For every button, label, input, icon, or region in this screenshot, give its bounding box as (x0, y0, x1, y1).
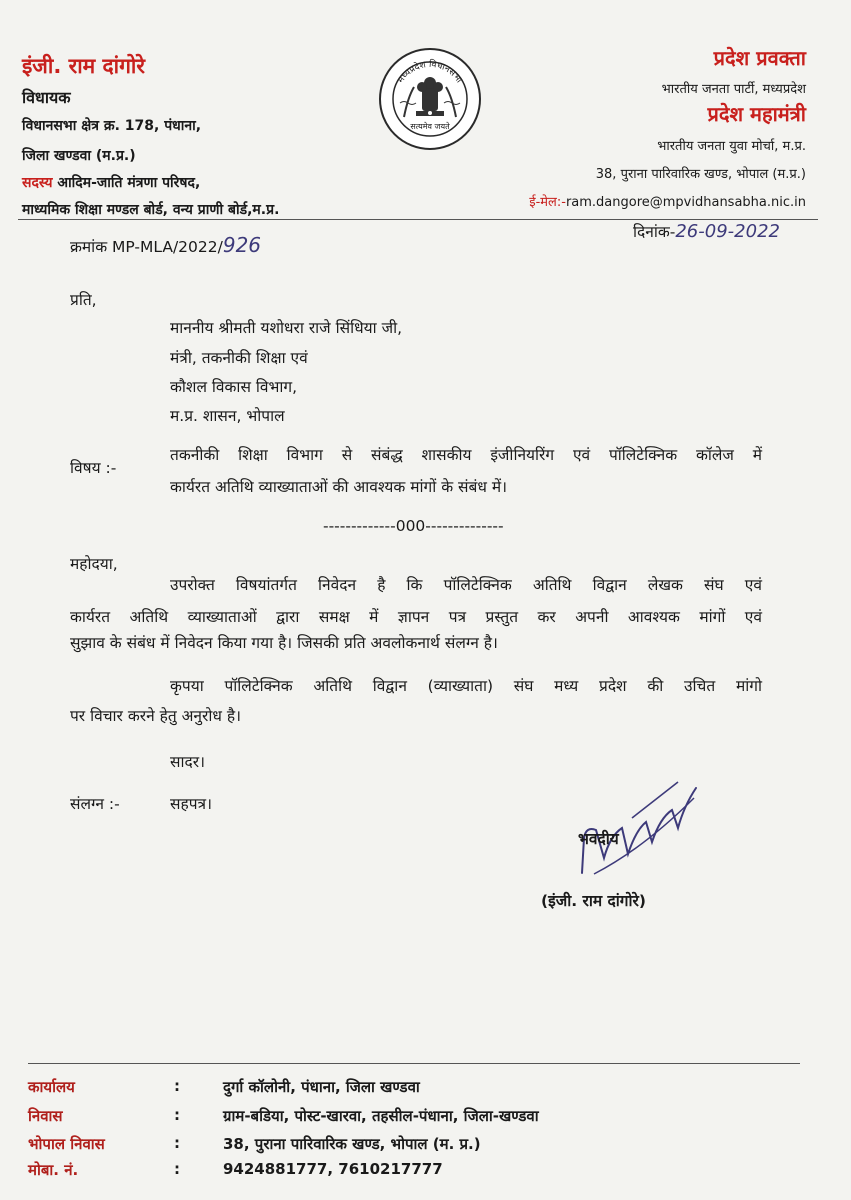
constituency: विधानसभा क्षेत्र क्र. 178, पंधाना, (22, 118, 202, 134)
footer-colon: : (174, 1106, 180, 1124)
to-label: प्रति, (70, 291, 97, 309)
footer-label-bhopal-residence: भोपाल निवास (28, 1135, 105, 1153)
svg-text:सत्यमेव जयते: सत्यमेव जयते (410, 122, 450, 131)
member-rest: आदिम-जाति मंत्रणा परिषद, (52, 175, 201, 191)
footer-label-residence: निवास (28, 1107, 63, 1125)
footer-label-office: कार्यालय (28, 1078, 75, 1096)
footer-colon: : (174, 1077, 180, 1095)
enclosure-label: संलग्न :- (70, 795, 120, 813)
subject-line-1: तकनीकी शिक्षा विभाग से संबंद्ध शासकीय इंजीनियरिंग एवं पॉलिटेक्निक कॉलेज में (170, 446, 762, 464)
email-line (529, 192, 806, 210)
closing: सादर। (170, 753, 205, 771)
member-line (22, 173, 200, 192)
vidhan-sabha-seal (378, 47, 482, 151)
paragraph-2-line-1: कृपया पॉलिटेक्निक अतिथि विद्वान (व्याख्याता) संघ मध्य प्रदेश की उचित मांगो (170, 677, 762, 695)
subject-label: विषय :- (70, 459, 117, 477)
subject-line-2: कार्यरत अतिथि व्याख्याताओं की आवश्यक मांगों के संबंध में। (170, 478, 507, 496)
separator-line: -------------000-------------- (323, 517, 504, 535)
footer-value-mobile[interactable]: 9424881777, 7610217777 (223, 1160, 443, 1178)
reference-handwritten: 926 (222, 233, 262, 257)
reference-prefix: क्रमांक MP-MLA/2022/ (70, 238, 223, 256)
footer-divider (28, 1063, 800, 1064)
footer-colon: : (174, 1160, 180, 1178)
yours-faithfully: भवदीय (578, 830, 619, 848)
right-address: 38, पुराना पारिवारिक खण्ड, भोपाल (म.प्र.) (595, 167, 806, 182)
party-name: भारतीय जनता पार्टी, मध्यप्रदेश (661, 82, 806, 97)
paragraph-1-line-1: उपरोक्त विषयांतर्गत निवेदन है कि पॉलिटेक्निक अतिथि विद्वान लेखक संघ एवं (170, 576, 762, 594)
recipient-line-4: म.प्र. शासन, भोपाल (170, 407, 285, 425)
title-pradesh-pravakta: प्रदेश प्रवक्ता (713, 46, 806, 70)
recipient-line-1: माननीय श्रीमती यशोधरा राजे सिंधिया जी, (170, 319, 403, 337)
letter-date (633, 220, 780, 242)
footer-value-bhopal-residence: 38, पुराना पारिवारिक खण्ड, भोपाल (म. प्र.) (223, 1135, 481, 1153)
mla-name: इंजी. राम दांगोरे (22, 54, 145, 78)
date-label: दिनांक- (633, 223, 676, 241)
morcha-name: भारतीय जनता युवा मोर्चा, म.प्र. (657, 139, 806, 154)
footer-colon: : (174, 1134, 180, 1152)
boards-line: माध्यमिक शिक्षा मण्डल बोर्ड, वन्य प्राणी बोर्ड,म.प्र. (22, 202, 280, 218)
footer-value-residence: ग्राम-बडिया, पोस्ट-खारवा, तहसील-पंधाना, जिला-खण्डवा (223, 1107, 539, 1125)
member-label: सदस्य (22, 175, 53, 191)
district: जिला खण्डवा (म.प्र.) (22, 148, 136, 164)
recipient-line-2: मंत्री, तकनीकी शिक्षा एवं (170, 349, 308, 367)
title-pradesh-mahamantri: प्रदेश महामंत्री (707, 102, 806, 126)
recipient-line-3: कौशल विकास विभाग, (170, 378, 298, 396)
footer-value-office: दुर्गा कॉलोनी, पंधाना, जिला खण्डवा (223, 1078, 420, 1096)
email-address[interactable]: ram.dangore@mpvidhansabha.nic.in (565, 195, 806, 210)
enclosure-value: सहपत्र। (170, 795, 212, 813)
paragraph-2-line-2: पर विचार करने हेतु अनुरोध है। (70, 707, 241, 725)
salutation: महोदया, (70, 555, 118, 573)
signatory-name: (इंजी. राम दांगोरे) (541, 892, 646, 910)
designation: विधायक (22, 88, 71, 107)
footer-label-mobile: मोबा. नं. (28, 1161, 79, 1179)
svg-text:मध्यप्रदेश विधानसभा: मध्यप्रदेश विधानसभा (396, 59, 464, 86)
email-label: ई-मेल:- (529, 195, 566, 210)
date-handwritten: 26-09-2022 (675, 221, 780, 242)
reference-number (70, 233, 261, 257)
paragraph-1-line-3: सुझाव के संबंध में निवेदन किया गया है। जिसकी प्रति अवलोकनार्थ संलग्न है। (70, 634, 498, 652)
paragraph-1-line-2: कार्यरत अतिथि व्याख्याताओं द्वारा समक्ष में ज्ञापन पत्र प्रस्तुत कर अपनी आवश्यक मांगों एवं (70, 608, 762, 626)
